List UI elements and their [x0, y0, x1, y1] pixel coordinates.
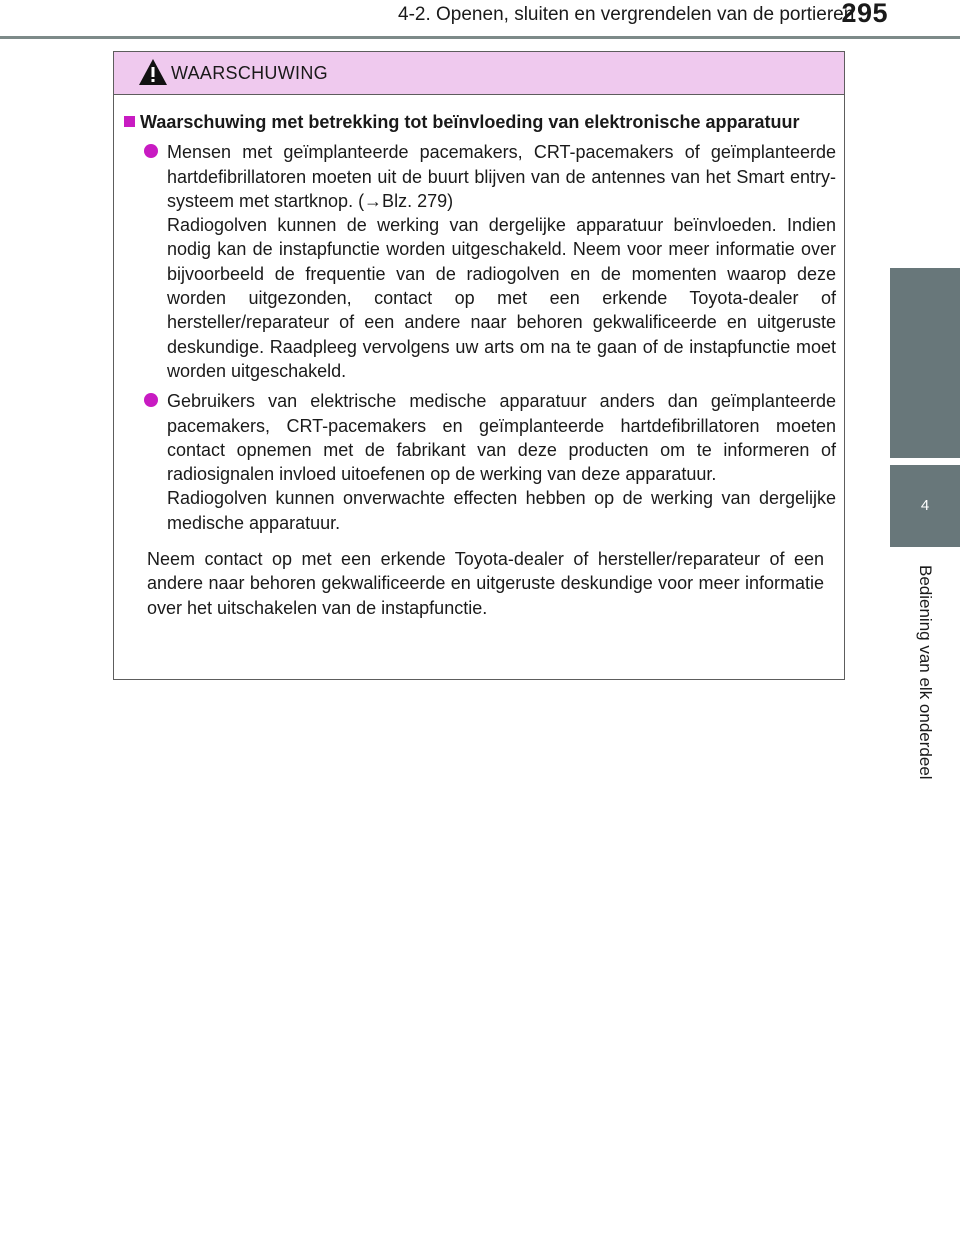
warning-section-heading: [124, 110, 836, 134]
warning-header: [114, 52, 844, 95]
warning-triangle-icon: [138, 57, 168, 87]
section-title: 4-2. Openen, sluiten en vergrendelen van de portieren: [398, 4, 855, 25]
paragraph: Gebruikers van elektrische medische apparatuur anders dan geïmplanteerde pacemakers, CRT-pacemakers en geïmplanteerde hartdefibrillatoren moeten contact opnemen met de fabrikant van deze producten om te informeren of radiosignalen invloed uitoefenen op de werking van deze apparatuur.: [167, 391, 836, 485]
header-divider: [0, 36, 960, 39]
chapter-title: Bediening van elk onderdeel: [916, 565, 935, 780]
list-item: [144, 389, 836, 535]
list-item-text: [167, 140, 836, 383]
square-bullet-icon: [124, 116, 135, 127]
warning-box: [113, 51, 845, 680]
warning-label: WAARSCHUWING: [171, 63, 328, 83]
list-item-text: [167, 389, 836, 535]
round-bullet-icon: [144, 144, 158, 158]
paragraph: Mensen met geïmplanteerde pacemakers, CRT-pacemakers of geïmplanteerde hartdefibrillatoren moeten uit de buurt blijven van de antennes van het Smart entry-systeem met startknop. (→Blz. 279): [167, 142, 836, 211]
paragraph: Radiogolven kunnen onverwachte effecten hebben op de werking van dergelijke medische apparatuur.: [167, 488, 836, 533]
warning-body: [114, 95, 844, 620]
chapter-tab-bar: [890, 268, 960, 458]
warning-section-title: Waarschuwing met betrekking tot beïnvloeding van elektronische apparatuur: [140, 112, 800, 132]
list-item: [144, 140, 836, 383]
chapter-number-tab: 4: [890, 465, 960, 547]
round-bullet-icon: [144, 393, 158, 407]
closing-paragraph: Neem contact op met een erkende Toyota-dealer of hersteller/reparateur of een andere naar behoren gekwalificeerde en uitgeruste deskundige voor meer informatie over het uitschakelen van de instapfunctie.: [147, 549, 824, 618]
paragraph: Radiogolven kunnen de werking van dergelijke apparatuur beïnvloeden. Indien nodig kan de instapfunctie worden uitgeschakeld. Neem voor meer informatie over bijvoorbeeld de frequentie van de radiogolven en de momenten waarop deze worden uitgezonden, contact op met een erkende Toyota-dealer of hersteller/reparateur of een andere naar behoren gekwalificeerde en uitgeruste deskundige. Raadpleeg vervolgens uw arts om na te gaan of de instapfunctie moet worden uitgeschakeld.: [167, 215, 836, 381]
page-number: 295: [841, 0, 888, 28]
